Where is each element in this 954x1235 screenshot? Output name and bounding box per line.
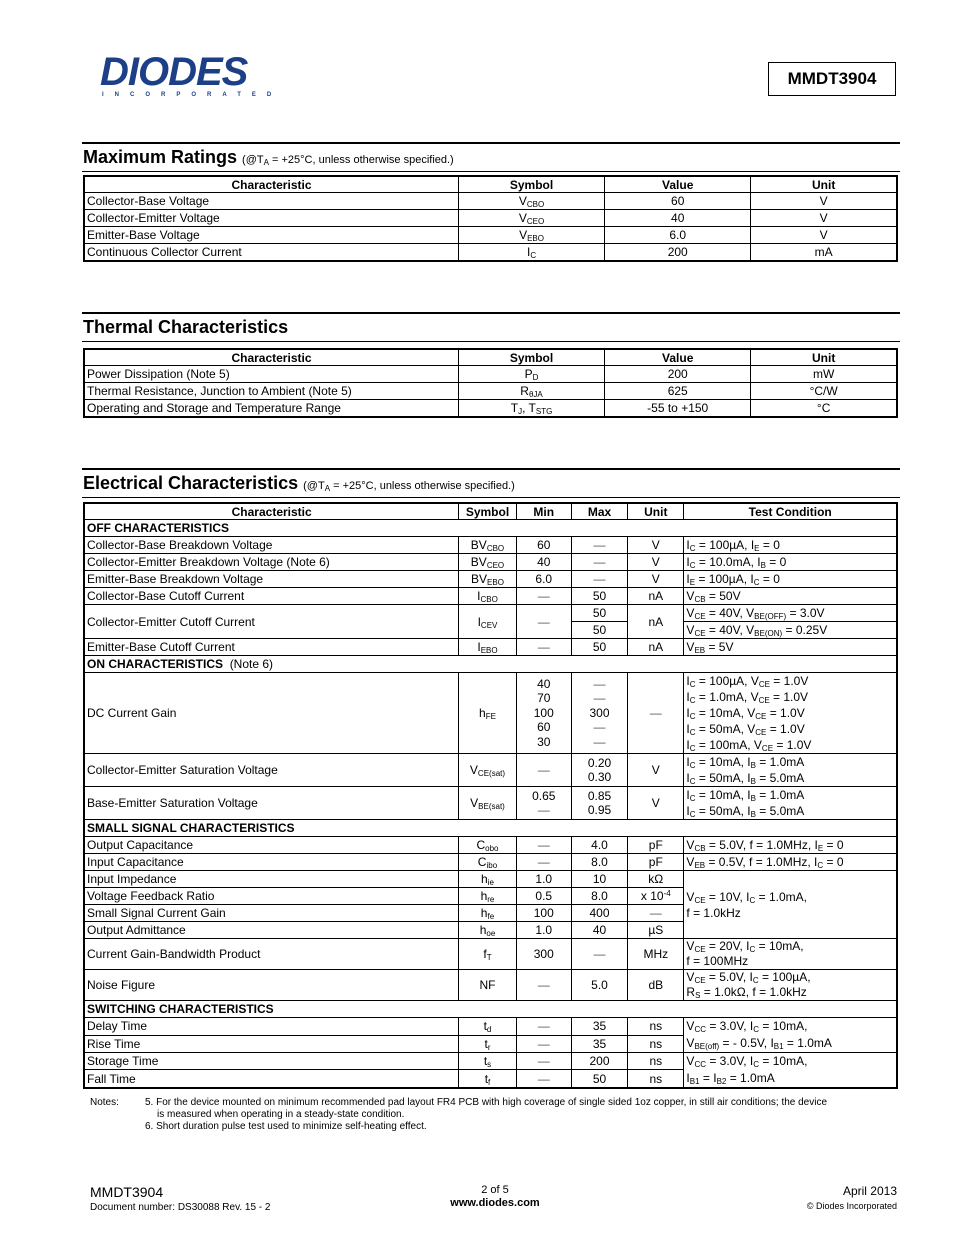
table-row — [84, 210, 897, 227]
col-header: Min — [516, 503, 571, 520]
cell-characteristic: Collector-Emitter Voltage — [84, 210, 458, 227]
cell-min: — — [516, 588, 571, 605]
notes — [90, 1097, 900, 1133]
cell-symbol: $V_{CBO}$ — [458, 193, 604, 210]
cell-characteristic: Thermal Resistance, Junction to Ambient (Note 5) — [84, 383, 458, 400]
cell-characteristic: Output Capacitance — [84, 837, 459, 854]
cell-symbol: $f_T$ — [459, 939, 516, 970]
electrical-header — [82, 468, 900, 498]
cell-max: — — [571, 554, 627, 571]
cell-condition: $V_{CE} = 5.0V$, $I_C = 100\mu A$, $R_S = 1.0k\Omega$, f = 1.0kHz — [684, 970, 897, 1001]
table-row — [84, 939, 897, 970]
cell-characteristic: Delay Time — [84, 1018, 459, 1036]
cell-symbol: $I_C$ — [458, 244, 604, 262]
cell-min: — — [516, 837, 571, 854]
col-header: Test Condition — [684, 503, 897, 520]
cell-value: 200 — [605, 244, 751, 262]
cell-symbol: $I_{CBO}$ — [459, 588, 516, 605]
cell-symbol: $V_{CEO}$ — [458, 210, 604, 227]
cell-max: 5.0 — [571, 970, 627, 1001]
cell-unit: — — [628, 673, 684, 754]
table-row — [84, 193, 897, 210]
max-ratings-table — [83, 175, 898, 262]
table-row — [84, 227, 897, 244]
cell-max: 50 — [571, 605, 627, 622]
cell-characteristic: Emitter-Base Cutoff Current — [84, 639, 459, 656]
cell-unit: V — [628, 754, 684, 787]
cell-symbol: $t_s$ — [459, 1053, 516, 1070]
cell-max: 0.85 0.95 — [571, 787, 627, 820]
cell-unit: nA — [628, 639, 684, 656]
cell-min: 100 — [516, 905, 571, 922]
cell-min: 300 — [516, 939, 571, 970]
cell-min: 40 70 100 60 30 — [516, 673, 571, 754]
cell-max: 40 — [571, 922, 627, 939]
cell-max: 50 — [571, 622, 627, 639]
cell-characteristic: Base-Emitter Saturation Voltage — [84, 787, 459, 820]
group-row-switching: SWITCHING CHARACTERISTICS — [84, 1001, 897, 1018]
cell-symbol: $t_f$ — [459, 1070, 516, 1088]
cell-symbol: $h_{re}$ — [459, 888, 516, 905]
cell-unit: mA — [751, 244, 897, 262]
table-row — [84, 673, 897, 754]
cell-condition: $V_{CC} = 3.0V$, $I_C = 10mA$, $V_{BE(off)}$ = - 0.5V, $I_{B1} = 1.0mA$ — [684, 1018, 897, 1053]
electrical-subtitle: ($@T_A = +25^\circ C$, unless otherwise specified.) — [303, 480, 515, 493]
cell-max: 50 — [571, 639, 627, 656]
table-header-row — [84, 176, 897, 193]
cell-min: — — [516, 605, 571, 639]
cell-unit: pF — [628, 854, 684, 871]
cell-min: 40 — [516, 554, 571, 571]
table-header-row — [84, 349, 897, 366]
cell-condition: $V_{EB} = 5V$ — [684, 639, 897, 656]
cell-characteristic: Input Capacitance — [84, 854, 459, 871]
col-header: Value — [605, 349, 751, 366]
cell-symbol: $P_D$ — [458, 366, 604, 383]
cell-condition: $I_C = 10mA$, $I_B = 1.0mA$ $I_C = 50mA$, $I_B = 5.0mA$ — [684, 754, 897, 787]
cell-characteristic: Rise Time — [84, 1035, 459, 1053]
cell-characteristic: Collector-Base Cutoff Current — [84, 588, 459, 605]
col-header: Characteristic — [84, 503, 459, 520]
electrical-title: Electrical Characteristics — [83, 473, 299, 493]
cell-symbol: $BV_{EBO}$ — [459, 571, 516, 588]
cell-unit: MHz — [628, 939, 684, 970]
table-row — [84, 854, 897, 871]
table-row — [84, 244, 897, 262]
cell-max: 8.0 — [571, 854, 627, 871]
table-row — [84, 754, 897, 787]
part-number-box: MMDT3904 — [768, 62, 896, 96]
cell-symbol: NF — [459, 970, 516, 1001]
cell-symbol: $R_{\theta JA}$ — [458, 383, 604, 400]
col-header: Value — [605, 176, 751, 193]
table-row — [84, 571, 897, 588]
cell-min: — — [516, 754, 571, 787]
thermal-header — [82, 312, 900, 342]
cell-max: — — [571, 939, 627, 970]
table-row — [84, 605, 897, 622]
cell-unit: ns — [628, 1018, 684, 1036]
cell-max: 4.0 — [571, 837, 627, 854]
cell-max: 8.0 — [571, 888, 627, 905]
cell-unit: ns — [628, 1053, 684, 1070]
cell-characteristic: Collector-Base Breakdown Voltage — [84, 537, 459, 554]
cell-symbol: $h_{FE}$ — [459, 673, 516, 754]
cell-unit: pF — [628, 837, 684, 854]
cell-min: — — [516, 1053, 571, 1070]
cell-unit: V — [628, 787, 684, 820]
cell-characteristic: Voltage Feedback Ratio — [84, 888, 459, 905]
footer-url[interactable]: www.diodes.com — [450, 1197, 540, 1209]
table-header-row — [84, 503, 897, 520]
cell-min: — — [516, 970, 571, 1001]
diodes-logo — [100, 50, 283, 100]
cell-unit: mW — [751, 366, 897, 383]
cell-unit: nA — [628, 605, 684, 639]
cell-symbol: $I_{EBO}$ — [459, 639, 516, 656]
cell-characteristic: Current Gain-Bandwidth Product — [84, 939, 459, 970]
cell-max: — — 300 — — — [571, 673, 627, 754]
group-row-on: ON CHARACTERISTICS (Note 6) — [84, 656, 897, 673]
cell-max: 200 — [571, 1053, 627, 1070]
cell-unit: — — [628, 905, 684, 922]
cell-characteristic: Emitter-Base Breakdown Voltage — [84, 571, 459, 588]
cell-condition: $V_{CB} = 50V$ — [684, 588, 897, 605]
cell-symbol: $I_{CEV}$ — [459, 605, 516, 639]
col-header: Symbol — [459, 503, 516, 520]
cell-max: 50 — [571, 588, 627, 605]
table-row — [84, 787, 897, 820]
col-header: Symbol — [458, 349, 604, 366]
cell-unit: µS — [628, 922, 684, 939]
cell-condition: $V_{CC} = 3.0V$, $I_C = 10mA$, $I_{B1} = I_{B2} = 1.0mA$ — [684, 1053, 897, 1089]
cell-symbol: $h_{fe}$ — [459, 905, 516, 922]
cell-symbol: $h_{oe}$ — [459, 922, 516, 939]
cell-symbol: $h_{ie}$ — [459, 871, 516, 888]
cell-unit: °C — [751, 400, 897, 418]
table-row — [84, 837, 897, 854]
table-row — [84, 554, 897, 571]
max-ratings-header — [82, 142, 900, 172]
cell-characteristic: Collector-Emitter Cutoff Current — [84, 605, 459, 639]
cell-value: 40 — [605, 210, 751, 227]
cell-characteristic: Collector-Base Voltage — [84, 193, 458, 210]
col-header: Characteristic — [84, 349, 458, 366]
cell-max: — — [571, 537, 627, 554]
footer-copyright: © Diodes Incorporated — [806, 1201, 897, 1211]
table-row — [84, 588, 897, 605]
cell-max: 10 — [571, 871, 627, 888]
thermal-title: Thermal Characteristics — [83, 317, 289, 337]
max-ratings-title: Maximum Ratings — [83, 147, 238, 167]
cell-characteristic: Output Admittance — [84, 922, 459, 939]
cell-max: — — [571, 571, 627, 588]
table-row — [84, 537, 897, 554]
cell-symbol: $T_J$, $T_{STG}$ — [458, 400, 604, 418]
table-row — [84, 383, 897, 400]
cell-max: 35 — [571, 1018, 627, 1036]
cell-condition: $I_C = 10mA$, $I_B = 1.0mA$ $I_C = 50mA$, $I_B = 5.0mA$ — [684, 787, 897, 820]
table-row — [84, 366, 897, 383]
cell-condition: $V_{CB} = 5.0V$, f = 1.0MHz, $I_E = 0$ — [684, 837, 897, 854]
cell-condition: $V_{CE} = 10V$, $I_C = 1.0mA$, f = 1.0kHz — [684, 871, 897, 939]
col-header: Unit — [751, 176, 897, 193]
col-header: Unit — [751, 349, 897, 366]
electrical-table — [83, 502, 898, 1089]
cell-characteristic: DC Current Gain — [84, 673, 459, 754]
cell-unit: nA — [628, 588, 684, 605]
cell-unit: V — [628, 537, 684, 554]
thermal-table — [83, 348, 898, 418]
footer-center — [420, 1184, 570, 1209]
cell-characteristic: Collector-Emitter Saturation Voltage — [84, 754, 459, 787]
cell-value: -55 to +150 — [605, 400, 751, 418]
max-ratings-subtitle: ($@T_A = +25^\circ C$, unless otherwise specified.) — [242, 154, 454, 167]
footer-date: April 2013 — [842, 1184, 897, 1198]
group-row-off: OFF CHARACTERISTICS — [84, 520, 897, 537]
cell-characteristic: Continuous Collector Current — [84, 244, 458, 262]
col-header: Max — [571, 503, 627, 520]
table-row — [84, 1018, 897, 1036]
cell-characteristic: Fall Time — [84, 1070, 459, 1088]
cell-max: 35 — [571, 1035, 627, 1053]
logo-subtext: INCORPORATED — [102, 92, 283, 98]
cell-max: 0.20 0.30 — [571, 754, 627, 787]
cell-unit: V — [751, 210, 897, 227]
cell-characteristic: Collector-Emitter Breakdown Voltage (Note 6) — [84, 554, 459, 571]
cell-min: — — [516, 854, 571, 871]
cell-unit: °C/W — [751, 383, 897, 400]
cell-condition: $V_{EB} = 0.5V$, f = 1.0MHz, $I_C = 0$ — [684, 854, 897, 871]
col-header: Characteristic — [84, 176, 458, 193]
table-row — [84, 400, 897, 418]
footer-right — [807, 1184, 897, 1211]
cell-characteristic: Small Signal Current Gain — [84, 905, 459, 922]
cell-min: — — [516, 639, 571, 656]
cell-min: — — [516, 1018, 571, 1036]
group-row-small-signal: SMALL SIGNAL CHARACTERISTICS — [84, 820, 897, 837]
cell-characteristic: Power Dissipation (Note 5) — [84, 366, 458, 383]
cell-symbol: $V_{CE(sat)}$ — [459, 754, 516, 787]
col-header: Unit — [628, 503, 684, 520]
table-row — [84, 970, 897, 1001]
cell-condition: $I_C = 100\mu A$, $V_{CE} = 1.0V$ $I_C = 1.0mA$, $V_{CE} = 1.0V$ $I_C = 10mA$, $V_{CE} = 1.0V$ $I_C = 50mA$, $V_{CE} = 1.0V$ $I_C = 100mA$, $V_{CE} = 1.0V$ — [684, 673, 897, 754]
notes-label: Notes: — [90, 1097, 119, 1108]
cell-symbol: $C_{ibo}$ — [459, 854, 516, 871]
cell-unit: V — [751, 227, 897, 244]
cell-condition: $V_{CE} = 40V$, $V_{BE(OFF)} = 3.0V$ — [684, 605, 897, 622]
cell-unit: x $10^{-4}$ — [628, 888, 684, 905]
cell-characteristic: Operating and Storage and Temperature Range — [84, 400, 458, 418]
cell-value: 200 — [605, 366, 751, 383]
cell-value: 625 — [605, 383, 751, 400]
page-number: 2 of 5 — [481, 1184, 509, 1196]
cell-characteristic: Storage Time — [84, 1053, 459, 1070]
cell-characteristic: Emitter-Base Voltage — [84, 227, 458, 244]
cell-condition: $V_{CE} = 40V$, $V_{BE(ON)} = 0.25V$ — [684, 622, 897, 639]
cell-unit: ns — [628, 1035, 684, 1053]
cell-condition: $V_{CE} = 20V$, $I_C = 10mA$, f = 100MHz — [684, 939, 897, 970]
cell-condition: $I_C = 100\mu A$, $I_E = 0$ — [684, 537, 897, 554]
note-5-cont: is measured when operating in a steady-state condition. — [157, 1109, 405, 1120]
cell-condition: $I_E = 100\mu A$, $I_C = 0$ — [684, 571, 897, 588]
footer-left — [90, 1184, 270, 1213]
cell-unit: V — [628, 571, 684, 588]
cell-unit: ns — [628, 1070, 684, 1088]
footer-part: MMDT3904 — [90, 1184, 164, 1200]
cell-max: 400 — [571, 905, 627, 922]
cell-min: 60 — [516, 537, 571, 554]
cell-symbol: $V_{EBO}$ — [458, 227, 604, 244]
table-row — [84, 871, 897, 888]
cell-symbol: $V_{BE(sat)}$ — [459, 787, 516, 820]
note-5: 5. For the device mounted on minimum recommended pad layout FR4 PCB with high coverage of single sided 1oz copper, in still air conditions; the device — [145, 1097, 828, 1108]
table-row — [84, 639, 897, 656]
cell-symbol: $t_d$ — [459, 1018, 516, 1036]
cell-min: 1.0 — [516, 922, 571, 939]
logo-text: DIODES — [100, 50, 248, 94]
cell-min: — — [516, 1035, 571, 1053]
cell-unit: V — [751, 193, 897, 210]
cell-symbol: $t_r$ — [459, 1035, 516, 1053]
cell-min: 0.65 — — [516, 787, 571, 820]
cell-characteristic: Input Impedance — [84, 871, 459, 888]
cell-symbol: $BV_{CEO}$ — [459, 554, 516, 571]
cell-min: 6.0 — [516, 571, 571, 588]
table-row — [84, 1053, 897, 1070]
cell-max: 50 — [571, 1070, 627, 1088]
note-6: 6. Short duration pulse test used to minimize self-heating effect. — [145, 1121, 427, 1132]
cell-min: 0.5 — [516, 888, 571, 905]
cell-min: — — [516, 1070, 571, 1088]
cell-condition: $I_C = 10.0mA$, $I_B = 0$ — [684, 554, 897, 571]
col-header: Symbol — [458, 176, 604, 193]
cell-symbol: $BV_{CBO}$ — [459, 537, 516, 554]
cell-symbol: $C_{obo}$ — [459, 837, 516, 854]
cell-unit: kΩ — [628, 871, 684, 888]
cell-unit: V — [628, 554, 684, 571]
cell-characteristic: Noise Figure — [84, 970, 459, 1001]
cell-value: 60 — [605, 193, 751, 210]
footer-doc-number: Document number: DS30088 Rev. 15 - 2 — [90, 1202, 271, 1213]
cell-value: 6.0 — [605, 227, 751, 244]
cell-unit: dB — [628, 970, 684, 1001]
cell-min: 1.0 — [516, 871, 571, 888]
